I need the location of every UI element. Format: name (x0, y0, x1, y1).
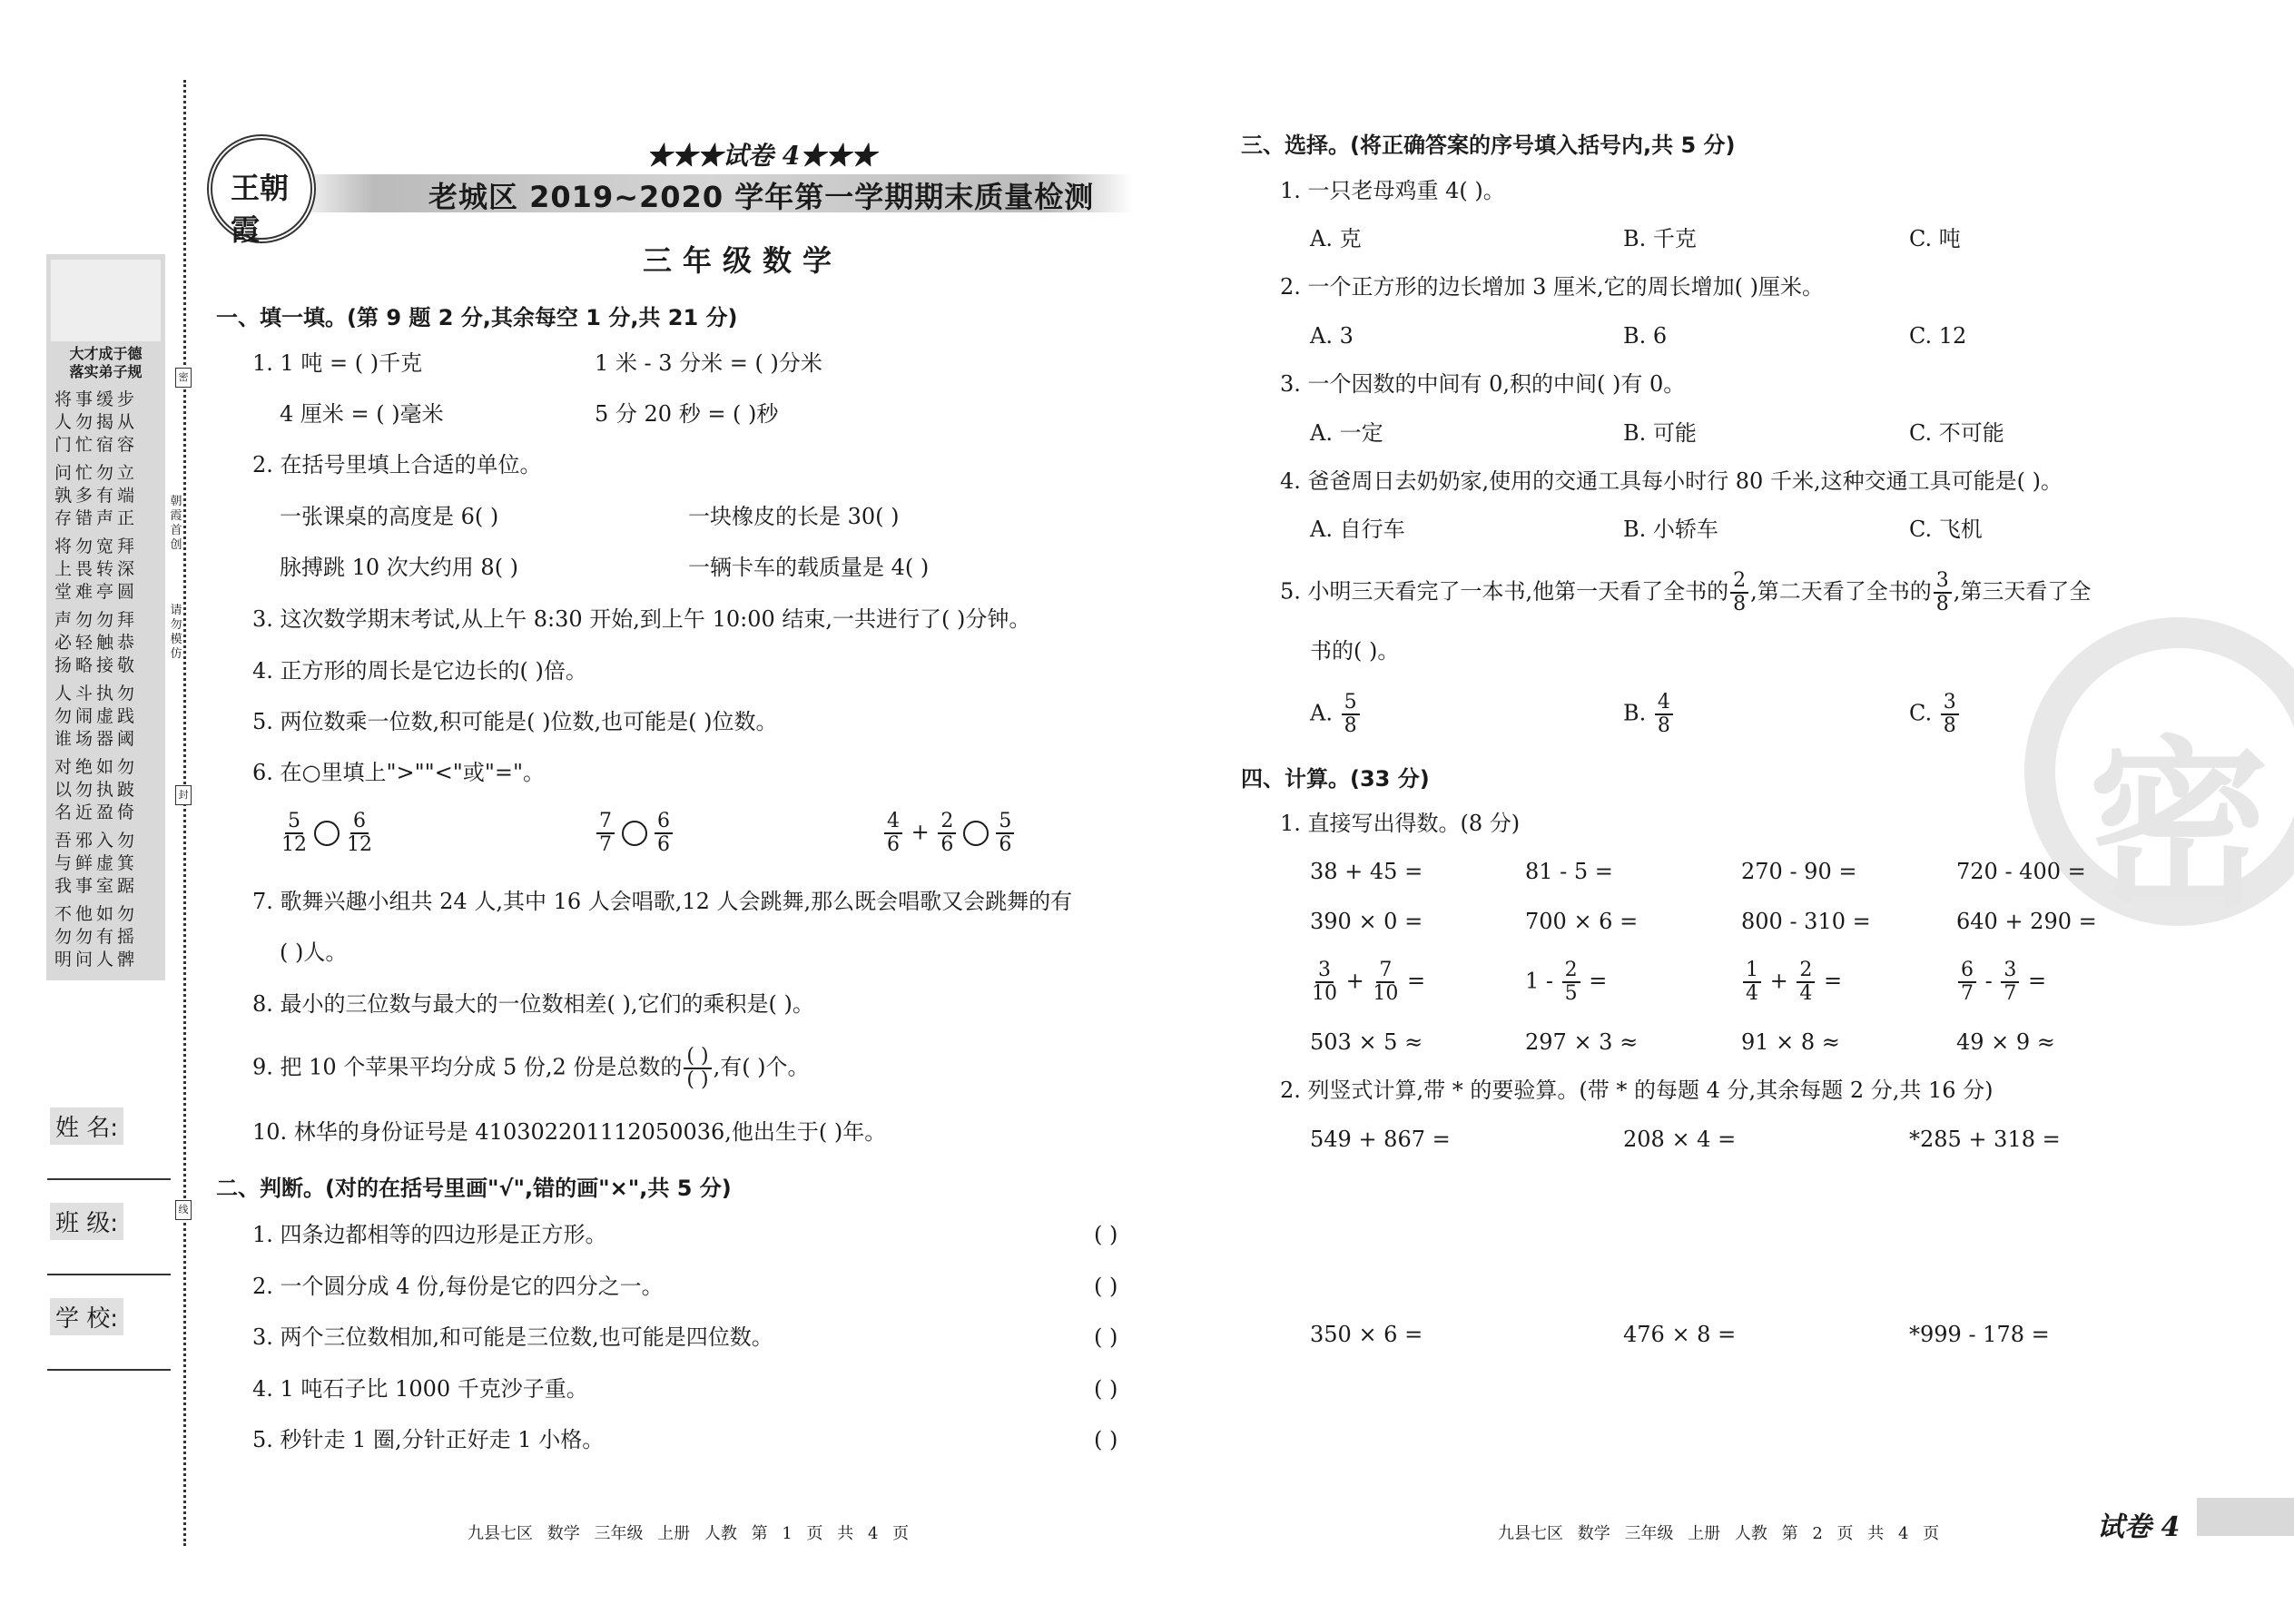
exam-title: 老城区 2019~2020 学年第一学期期末质量检测 (428, 180, 1095, 214)
brand-logo: 王朝霞 (207, 134, 316, 243)
section-2-heading: 二、判断。(对的在括号里画"√",错的画"×",共 5 分) (216, 1176, 732, 1201)
vertical-calc-item: 350 × 6 = (1310, 1322, 1423, 1347)
answer-paren[interactable]: ( ) (1094, 1427, 1118, 1452)
s1-q7a: 7. 歌舞兴趣小组共 24 人,其中 16 人会唱歌,12 人会跳舞,那么既会唱歌又会跳舞的有 (252, 889, 1073, 914)
s1-q6: 6. 在○里填上">""<"或"="。 (252, 760, 546, 785)
calc-item: 700 × 6 = (1525, 909, 1639, 934)
s1-q4: 4. 正方形的周长是它边长的( )倍。 (252, 658, 587, 684)
compare-circle[interactable] (314, 821, 340, 846)
s3-q2: 2. 一个正方形的边长增加 3 厘米,它的周长增加( )厘米。 (1280, 274, 1825, 300)
poem-line: 我事室踞 (54, 876, 139, 896)
school-label: 学 校: (50, 1298, 123, 1335)
poem-line: 将事缓步 (54, 389, 139, 409)
s3-q1-a: A. 克 (1310, 226, 1362, 251)
poem-line: 将勿宽拜 (54, 536, 139, 556)
s1-q10: 10. 林华的身份证号是 410302201112050036,他出生于( )年。 (252, 1119, 887, 1145)
vertical-calc-item: 208 × 4 = (1623, 1127, 1737, 1152)
poem-line: 谁场器阈 (54, 729, 139, 749)
calc-item: 49 × 9 ≈ (1956, 1029, 2055, 1055)
section-3-heading: 三、选择。(将正确答案的序号填入括号内,共 5 分) (1241, 133, 1736, 158)
calc-item: 640 + 290 = (1956, 909, 2097, 934)
poem-line: 与鲜虚箕 (54, 853, 139, 873)
scholar-illustration (51, 260, 161, 341)
footer-page-1: 九县七区 数学 三年级 上册 人教 第 1 页 共 4 页 (468, 1524, 910, 1543)
s1-q1b: 1 米 - 3 分米 = ( )分米 (595, 350, 822, 376)
s3-q1: 1. 一只老母鸡重 4( )。 (1280, 178, 1505, 203)
motto (50, 345, 162, 381)
s3-q5-cont: 书的( )。 (1310, 638, 1400, 664)
subject-title: 三年级数学 (643, 243, 843, 278)
poem-line: 存错声正 (54, 508, 139, 528)
s1-q2a: 一张课桌的高度是 6( ) (280, 504, 499, 529)
s1-q8: 8. 最小的三位数与最大的一位数相差( ),它们的乘积是( )。 (252, 991, 814, 1017)
s3-q5-c: C. $\frac{3}{8}$ (1909, 692, 1961, 737)
s3-q3-a: A. 一定 (1310, 420, 1383, 446)
s1-q1d: 5 分 20 秒 = ( )秒 (595, 401, 779, 427)
calc-item: 390 × 0 = (1310, 909, 1423, 934)
s3-q3-c: C. 不可能 (1909, 420, 2004, 446)
seal-xian: 线 (175, 1200, 192, 1220)
vertical-calc-item: *285 + 318 = (1909, 1127, 2061, 1152)
s1-q1a: 1. 1 吨 = ( )千克 (252, 350, 423, 376)
answer-paren[interactable]: ( ) (1094, 1324, 1118, 1350)
answer-paren[interactable]: ( ) (1094, 1375, 1118, 1402)
poem-line: 扬略接敬 (54, 655, 139, 675)
calc-item: 270 - 90 = (1741, 859, 1857, 884)
poem-line: 人斗执勿 (54, 684, 139, 704)
s1-q3: 3. 这次数学期末考试,从上午 8:30 开始,到上午 10:00 结束,一共进行了( )分钟。 (252, 606, 1031, 632)
poem-line: 勿勿有摇 (54, 927, 139, 947)
s1-q7b: ( )人。 (280, 940, 348, 965)
confidential-stamp-glyph: 密 (2088, 721, 2270, 932)
calc-item: 720 - 400 = (1956, 859, 2086, 884)
poem-line: 孰多有端 (54, 486, 139, 506)
s3-q4-b: B. 小轿车 (1623, 517, 1718, 542)
judge-item: 3. 两个三位数相加,和可能是三位数,也可能是四位数。 (252, 1324, 773, 1350)
s3-q3: 3. 一个因数的中间有 0,积的中间( )有 0。 (1280, 371, 1686, 397)
judge-item: 1. 四条边都相等的四边形是正方形。 (252, 1222, 607, 1247)
poem-line: 必轻触恭 (54, 633, 139, 653)
poem-line: 问忙勿立 (54, 463, 139, 483)
s1-q2d: 一辆卡车的载质量是 4( ) (688, 555, 930, 580)
s3-q4: 4. 爸爸周日去奶奶家,使用的交通工具每小时行 80 千米,这种交通工具可能是( )。 (1280, 468, 2063, 494)
s1-q9: 9. 把 10 个苹果平均分成 5 份,2 份是总数的 ( ) ( ) ,有( )个。 (252, 1045, 810, 1091)
seal-mi: 密 (175, 368, 192, 388)
footer-page-2: 九县七区 数学 三年级 上册 人教 第 2 页 共 4 页 (1498, 1524, 1940, 1543)
poem-line: 吾邪入勿 (54, 831, 139, 851)
s3-q2-c: C. 12 (1909, 323, 1967, 349)
poem-line: 名近盈倚 (54, 802, 139, 822)
class-field[interactable] (47, 1274, 171, 1275)
s1-q2b: 一块橡皮的长是 30( ) (688, 504, 900, 529)
poem-line: 不他如勿 (54, 904, 139, 924)
s1-q5: 5. 两位数乘一位数,积可能是( )位数,也可能是( )位数。 (252, 709, 778, 734)
calc-item: 503 × 5 ≈ (1310, 1029, 1423, 1055)
s4-p1: 1. 直接写出得数。(8 分) (1280, 811, 1521, 836)
vertical-calc-item: 549 + 867 = (1310, 1127, 1451, 1152)
calc-item: 81 - 5 = (1525, 859, 1613, 884)
school-field[interactable] (47, 1369, 171, 1371)
poem-line: 上畏转深 (54, 559, 139, 579)
name-field[interactable] (47, 1178, 171, 1180)
s3-q5: 5. 小明三天看完了一本书,他第一天看了全书的 $\frac{2}{8}$ ,第二天看了全书的 $\frac{3}{8}$ ,第三天看了全 (1280, 569, 2092, 615)
calc-fraction-item: $\frac{6}{7}$ - $\frac{3}{7}$ = (1956, 960, 2046, 1005)
poem-line: 对绝如勿 (54, 757, 139, 777)
vertical-calc-item: *999 - 178 = (1909, 1322, 2050, 1347)
seal-feng: 封 (175, 785, 192, 805)
poem-line: 明问人髀 (54, 950, 139, 969)
calc-item: 91 × 8 ≈ (1741, 1029, 1840, 1055)
s3-q2-a: A. 3 (1310, 323, 1354, 349)
poem-line: 门忙宿容 (54, 435, 139, 455)
vertical-note-1: 朝 霞 首 创 (170, 495, 182, 552)
s1-q2c: 脉搏跳 10 次大约用 8( ) (280, 555, 519, 580)
binding-line (183, 80, 186, 1546)
motto-bottom: 落实弟子规 (69, 363, 143, 380)
class-label: 班 级: (50, 1203, 123, 1240)
poem-line: 以勿执跛 (54, 780, 139, 800)
calc-fraction-item: $\frac{1}{4}$ + $\frac{2}{4}$ = (1741, 960, 1842, 1005)
motto-top: 大才成于德 (69, 345, 143, 362)
s3-q5-a: A. $\frac{5}{8}$ (1310, 692, 1362, 737)
calc-fraction-item: $\frac{3}{10}$ + $\frac{7}{10}$ = (1312, 959, 1426, 1005)
s3-q5-b: B. $\frac{4}{8}$ (1623, 692, 1675, 737)
answer-paren[interactable]: ( ) (1094, 1273, 1118, 1299)
badge-bg (2197, 1498, 2294, 1536)
answer-paren[interactable]: ( ) (1094, 1222, 1118, 1247)
s3-q1-b: B. 千克 (1623, 226, 1697, 251)
vertical-calc-item: 476 × 8 = (1623, 1322, 1737, 1347)
poem-line: 声勿勿拜 (54, 610, 139, 630)
judge-item: 5. 秒针走 1 圈,分针正好走 1 小格。 (252, 1427, 605, 1452)
compare-circle[interactable] (963, 821, 989, 846)
paper-badge: 试卷 4 (2097, 1511, 2181, 1543)
judge-item: 2. 一个圆分成 4 份,每份是它的四分之一。 (252, 1273, 664, 1299)
s3-q2-b: B. 6 (1623, 323, 1668, 349)
s1-q1c: 4 厘米 = ( )毫米 (280, 401, 444, 427)
paper-number: ★★★试卷 4★★★ (646, 141, 877, 171)
compare-3: $\frac{4}{6}$ + $\frac{2}{6}$ $\frac{5}{6}$ (882, 811, 1016, 856)
vertical-note-2: 请 勿 模 仿 (170, 604, 182, 661)
s4-p2: 2. 列竖式计算,带 * 的要验算。(带 * 的每题 4 分,其余每题 2 分,共 16 分) (1280, 1078, 1994, 1103)
poem-line: 勿闹虚践 (54, 706, 139, 726)
judge-item: 4. 1 吨石子比 1000 千克沙子重。 (252, 1375, 588, 1402)
s3-q1-c: C. 吨 (1909, 226, 1961, 251)
s3-q4-a: A. 自行车 (1310, 517, 1405, 542)
calc-item: 297 × 3 ≈ (1525, 1029, 1639, 1055)
poem-line: 堂难亭圆 (54, 582, 139, 602)
s3-q3-b: B. 可能 (1623, 420, 1697, 446)
poem-line: 人勿揭从 (54, 412, 139, 432)
name-label: 姓 名: (50, 1107, 123, 1145)
s1-q2: 2. 在括号里填上合适的单位。 (252, 452, 542, 477)
compare-circle[interactable] (622, 821, 647, 846)
section-1-heading: 一、填一填。(第 9 题 2 分,其余每空 1 分,共 21 分) (216, 305, 738, 330)
compare-1: $\frac{5}{12}$ $\frac{6}{12}$ (281, 810, 372, 856)
compare-2: $\frac{7}{7}$ $\frac{6}{6}$ (595, 811, 674, 856)
calc-item: 38 + 45 = (1310, 859, 1423, 884)
calc-fraction-item: 1 - $\frac{2}{5}$ = (1525, 959, 1608, 1005)
s3-q4-c: C. 飞机 (1909, 517, 1983, 542)
calc-item: 800 - 310 = (1741, 909, 1871, 934)
section-4-heading: 四、计算。(33 分) (1241, 766, 1430, 792)
